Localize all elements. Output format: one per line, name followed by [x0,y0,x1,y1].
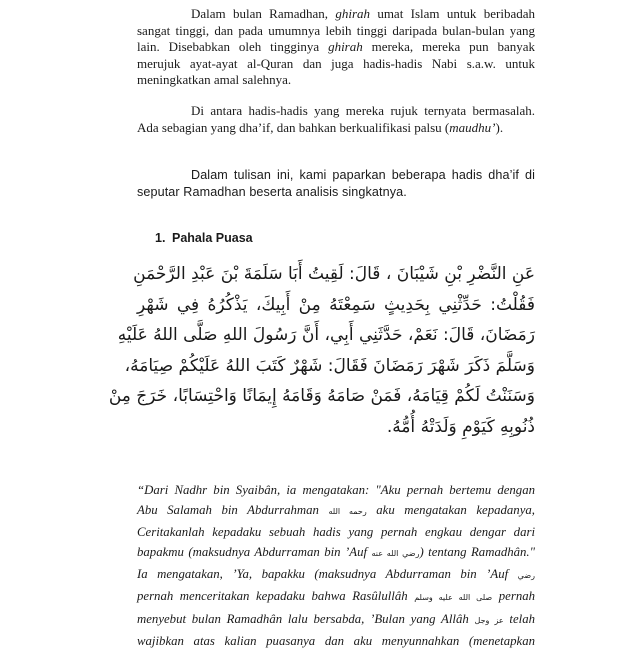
translation-line: Abu Salamah bin Abdurrahman رحمه الله aku mengatakan kepadanya, [137,503,535,518]
translation-line: Ceritakanlah kepadaku sebuah hadis yang pernah engkau dengar dari [137,525,535,540]
translation-line: bapakmu (maksudnya Abdurraman bin ’Auf رضي الله عنه) tentang Ramadhân." [137,545,536,560]
translation-line: menyebut bulan Ramadhân lalu bersabda, ’Bulan yang Allâh عز وجل telah [137,611,535,626]
arabic-line: عَنِ النَّضْرِ بْنِ شَيْبَانَ ، قَالَ: لَقِيتُ أَبَا سَلَمَةَ بْنَ عَبْدِ الرَّحْمَنِ [133,264,535,284]
honorific-glyph: رحمه الله [328,507,367,517]
arabic-line: وَسَنَنْتُ لَكُمْ قِيَامَهُ، فَمَنْ صَامَهُ وَقَامَهُ إِيمَانًا وَاحْتِسَابًا، خَرَجَ مِنْ [108,386,535,406]
arabic-line: فَقُلْتُ: حَدِّثْنِي بِحَدِيثٍ سَمِعْتَهُ مِنْ أَبِيكَ، يَذْكُرُهُ فِي شَهْرِ [137,294,535,315]
section-title: Pahala Puasa [172,231,253,245]
translation-line: Ia mengatakan, ’Ya, bapakku (maksudnya Abdurraman bin ’Auf رضي [137,567,535,582]
section-heading [155,231,253,245]
honorific-glyph: رضي الله عنه [371,549,420,559]
hadith-translation [137,480,535,651]
honorific-glyph: صلى الله عليه وسلم [414,593,493,603]
section-number: 1. [155,231,166,245]
paragraph-intro: Dalam bulan Ramadhan, ghirah umat Islam untuk beribadah sangat tinggi, dan pada umumnya lebih tinggi daripada bulan-bulan yang lain. Disebabkan oleh tingginya ghirah mereka, mereka pun banyak merujuk ayat-ayat al-Quran dan juga hadis-hadis Nabi s.a.w. untuk meningkatkan amal salehnya. [137,6,535,88]
paragraph-problem: Di antara hadis-hadis yang mereka rujuk ternyata bermasalah. Ada sebagian yang dha’if, dan bahkan berkualifikasi palsu (maudhu’). [137,103,535,135]
arabic-hadith-text [108,259,535,442]
arabic-line: رَمَضَانَ، قَالَ: نَعَمْ، حَدَّثَنِي أَبِي، أَنَّ رَسُولَ اللهِ صَلَّى اللهُ عَلَيْهِ [117,325,535,345]
honorific-glyph: رضي [517,571,535,581]
paragraph-purpose: Dalam tulisan ini, kami paparkan beberapa hadis dha’if di seputar Ramadhan beserta analisis singkatnya. [137,168,535,199]
translation-line: wajibkan atas kalian puasanya dan aku menyunnahkan (menetapkan [137,633,535,648]
arabic-line: وَسَلَّمَ ذَكَرَ شَهْرَ رَمَضَانَ فَقَالَ: شَهْرٌ كَتَبَ اللهُ عَلَيْكُمْ صِيَامَهُ، [124,355,535,376]
arabic-line: ذُنُوبِهِ كَيَوْمِ وَلَدَتْهُ أُمُّهُ. [386,416,535,437]
translation-line: “Dari Nadhr bin Syaibân, ia mengatakan: "Aku pernah bertemu dengan [137,483,535,497]
honorific-glyph: عز وجل [474,615,504,625]
translation-line: pernah menceritakan kepadaku bahwa Rasûlullâh صلى الله عليه وسلم pernah [137,589,536,604]
